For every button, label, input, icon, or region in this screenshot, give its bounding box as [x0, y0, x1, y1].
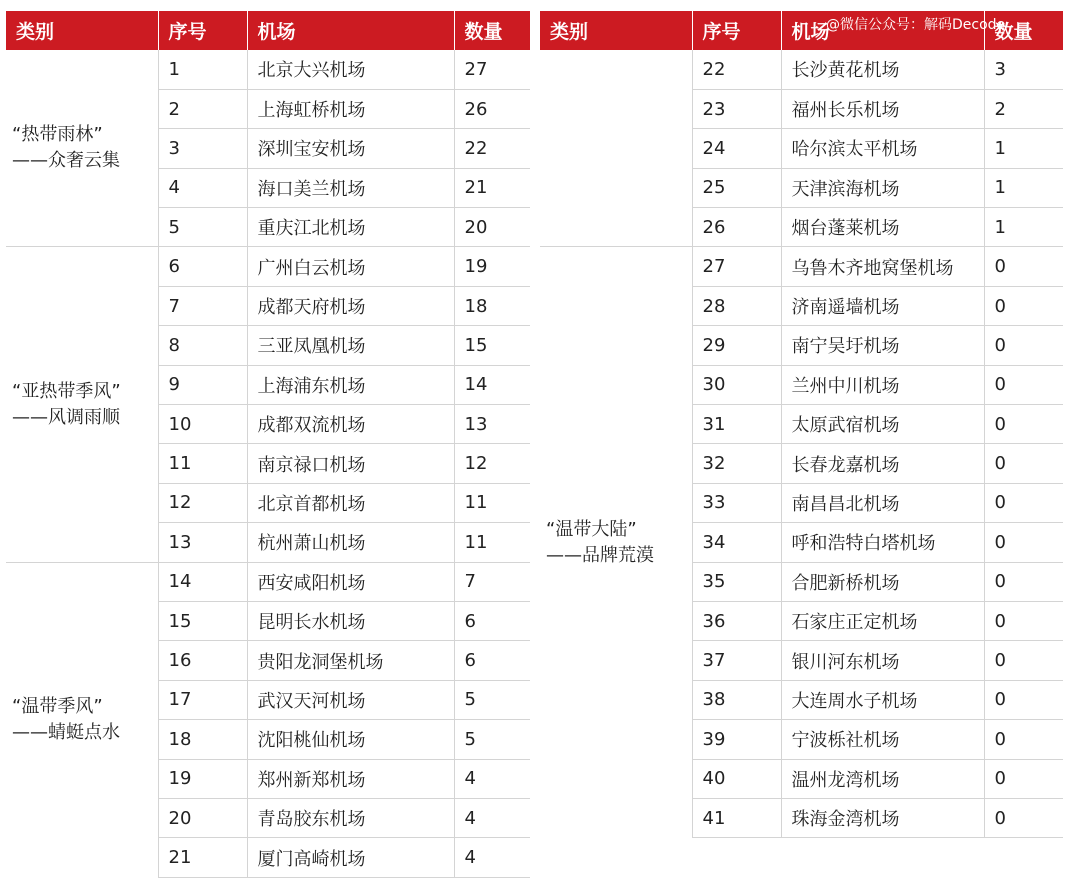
rank-cell: 25 — [692, 168, 781, 207]
rank-cell: 14 — [158, 562, 247, 601]
count-cell: 5 — [454, 720, 530, 759]
category-name: “温带大陆” — [546, 518, 637, 540]
rank-cell: 3 — [158, 129, 247, 168]
airport-name-cell: 西安咸阳机场 — [247, 562, 454, 601]
count-cell: 0 — [984, 680, 1063, 719]
category-cell — [540, 50, 692, 247]
table-header-row — [6, 11, 530, 50]
count-cell: 12 — [454, 444, 530, 483]
count-cell: 4 — [454, 838, 530, 877]
count-cell: 19 — [454, 247, 530, 286]
airport-name-cell: 南昌昌北机场 — [781, 483, 984, 522]
rank-cell: 41 — [692, 798, 781, 837]
count-cell: 0 — [984, 326, 1063, 365]
airport-name-cell: 杭州萧山机场 — [247, 523, 454, 562]
airport-name-cell: 温州龙湾机场 — [781, 759, 984, 798]
rank-cell: 6 — [158, 247, 247, 286]
count-cell: 3 — [984, 50, 1063, 89]
airport-name-cell: 广州白云机场 — [247, 247, 454, 286]
rank-cell: 27 — [692, 247, 781, 286]
count-cell: 0 — [984, 286, 1063, 325]
header-category: 类别 — [540, 11, 692, 50]
count-cell: 27 — [454, 50, 530, 89]
count-cell: 0 — [984, 444, 1063, 483]
count-cell: 1 — [984, 129, 1063, 168]
rank-cell: 35 — [692, 562, 781, 601]
category-slogan: ——蜻蜓点水 — [12, 721, 120, 743]
count-cell: 0 — [984, 405, 1063, 444]
rank-cell: 1 — [158, 50, 247, 89]
rank-cell: 40 — [692, 759, 781, 798]
count-cell: 26 — [454, 89, 530, 128]
count-cell: 22 — [454, 129, 530, 168]
airport-name-cell: 厦门高崎机场 — [247, 838, 454, 877]
count-cell: 15 — [454, 326, 530, 365]
table-row — [540, 50, 1063, 89]
rank-cell: 39 — [692, 720, 781, 759]
airport-name-cell: 银川河东机场 — [781, 641, 984, 680]
airport-name-cell: 太原武宿机场 — [781, 405, 984, 444]
rank-cell: 2 — [158, 89, 247, 128]
airport-name-cell: 南京禄口机场 — [247, 444, 454, 483]
table-body-left — [6, 50, 530, 877]
count-cell: 5 — [454, 680, 530, 719]
category-cell — [6, 247, 158, 562]
count-cell: 1 — [984, 168, 1063, 207]
airport-name-cell: 青岛胶东机场 — [247, 798, 454, 837]
airport-name-cell: 长春龙嘉机场 — [781, 444, 984, 483]
airport-name-cell: 南宁吴圩机场 — [781, 326, 984, 365]
table-row — [540, 247, 1063, 286]
rank-cell: 23 — [692, 89, 781, 128]
rank-cell: 9 — [158, 365, 247, 404]
count-cell: 0 — [984, 247, 1063, 286]
count-cell: 0 — [984, 523, 1063, 562]
rank-cell: 37 — [692, 641, 781, 680]
airport-name-cell: 沈阳桃仙机场 — [247, 720, 454, 759]
rank-cell: 30 — [692, 365, 781, 404]
airport-ranking-table-right — [540, 11, 1063, 838]
count-cell: 6 — [454, 641, 530, 680]
airport-name-cell: 成都天府机场 — [247, 286, 454, 325]
rank-cell: 11 — [158, 444, 247, 483]
header-count: 数量 — [454, 11, 530, 50]
rank-cell: 36 — [692, 601, 781, 640]
airport-name-cell: 乌鲁木齐地窝堡机场 — [781, 247, 984, 286]
count-cell: 0 — [984, 798, 1063, 837]
count-cell: 0 — [984, 720, 1063, 759]
rank-cell: 4 — [158, 168, 247, 207]
airport-name-cell: 长沙黄花机场 — [781, 50, 984, 89]
table-row — [6, 562, 530, 601]
header-category: 类别 — [6, 11, 158, 50]
rank-cell: 33 — [692, 483, 781, 522]
airport-name-cell: 哈尔滨太平机场 — [781, 129, 984, 168]
count-cell: 11 — [454, 483, 530, 522]
rank-cell: 17 — [158, 680, 247, 719]
rank-cell: 34 — [692, 523, 781, 562]
table-row — [6, 50, 530, 89]
count-cell: 13 — [454, 405, 530, 444]
category-slogan: ——品牌荒漠 — [546, 544, 654, 566]
category-slogan: ——风调雨顺 — [12, 406, 120, 428]
rank-cell: 5 — [158, 208, 247, 247]
airport-name-cell: 宁波栎社机场 — [781, 720, 984, 759]
airport-name-cell: 海口美兰机场 — [247, 168, 454, 207]
rank-cell: 13 — [158, 523, 247, 562]
header-count: 数量 — [984, 11, 1063, 50]
rank-cell: 26 — [692, 208, 781, 247]
airport-name-cell: 昆明长水机场 — [247, 601, 454, 640]
rank-cell: 32 — [692, 444, 781, 483]
count-cell: 7 — [454, 562, 530, 601]
header-index: 序号 — [158, 11, 247, 50]
rank-cell: 28 — [692, 286, 781, 325]
airport-ranking-table-left — [6, 11, 530, 878]
header-airport: 机场 — [781, 11, 984, 50]
category-cell — [6, 50, 158, 247]
rank-cell: 38 — [692, 680, 781, 719]
rank-cell: 10 — [158, 405, 247, 444]
airport-name-cell: 成都双流机场 — [247, 405, 454, 444]
rank-cell: 19 — [158, 759, 247, 798]
header-index: 序号 — [692, 11, 781, 50]
airport-name-cell: 珠海金湾机场 — [781, 798, 984, 837]
airport-name-cell: 合肥新桥机场 — [781, 562, 984, 601]
airport-name-cell: 福州长乐机场 — [781, 89, 984, 128]
airport-name-cell: 北京大兴机场 — [247, 50, 454, 89]
category-name: “热带雨林” — [12, 124, 103, 146]
airport-name-cell: 北京首都机场 — [247, 483, 454, 522]
count-cell: 14 — [454, 365, 530, 404]
watermark: @微信公众号：解码Decode — [826, 17, 1006, 33]
airport-name-cell: 深圳宝安机场 — [247, 129, 454, 168]
rank-cell: 31 — [692, 405, 781, 444]
rank-cell: 29 — [692, 326, 781, 365]
airport-name-cell: 贵阳龙洞堡机场 — [247, 641, 454, 680]
count-cell: 1 — [984, 208, 1063, 247]
count-cell: 0 — [984, 483, 1063, 522]
airport-name-cell: 上海虹桥机场 — [247, 89, 454, 128]
table-body-right — [540, 50, 1063, 838]
airport-name-cell: 石家庄正定机场 — [781, 601, 984, 640]
count-cell: 0 — [984, 601, 1063, 640]
rank-cell: 20 — [158, 798, 247, 837]
count-cell: 0 — [984, 641, 1063, 680]
rank-cell: 16 — [158, 641, 247, 680]
count-cell: 20 — [454, 208, 530, 247]
airport-name-cell: 济南遥墙机场 — [781, 286, 984, 325]
rank-cell: 22 — [692, 50, 781, 89]
rank-cell: 15 — [158, 601, 247, 640]
airport-name-cell: 大连周水子机场 — [781, 680, 984, 719]
count-cell: 2 — [984, 89, 1063, 128]
table-row — [6, 247, 530, 286]
count-cell: 4 — [454, 798, 530, 837]
category-cell — [6, 562, 158, 877]
rank-cell: 21 — [158, 838, 247, 877]
count-cell: 0 — [984, 562, 1063, 601]
rank-cell: 8 — [158, 326, 247, 365]
rank-cell: 12 — [158, 483, 247, 522]
airport-name-cell: 烟台蓬莱机场 — [781, 208, 984, 247]
airport-name-cell: 三亚凤凰机场 — [247, 326, 454, 365]
rank-cell: 7 — [158, 286, 247, 325]
count-cell: 0 — [984, 759, 1063, 798]
count-cell: 4 — [454, 759, 530, 798]
header-airport: 机场 — [247, 11, 454, 50]
airport-name-cell: 上海浦东机场 — [247, 365, 454, 404]
category-name: “温带季风” — [12, 695, 103, 717]
category-name: “亚热带季风” — [12, 380, 121, 402]
rank-cell: 24 — [692, 129, 781, 168]
count-cell: 6 — [454, 601, 530, 640]
count-cell: 18 — [454, 286, 530, 325]
count-cell: 21 — [454, 168, 530, 207]
rank-cell: 18 — [158, 720, 247, 759]
count-cell: 11 — [454, 523, 530, 562]
airport-name-cell: 呼和浩特白塔机场 — [781, 523, 984, 562]
airport-name-cell: 郑州新郑机场 — [247, 759, 454, 798]
airport-name-cell: 重庆江北机场 — [247, 208, 454, 247]
count-cell: 0 — [984, 365, 1063, 404]
airport-name-cell: 武汉天河机场 — [247, 680, 454, 719]
airport-name-cell: 兰州中川机场 — [781, 365, 984, 404]
category-cell — [540, 247, 692, 838]
airport-name-cell: 天津滨海机场 — [781, 168, 984, 207]
category-slogan: ——众奢云集 — [12, 150, 120, 172]
